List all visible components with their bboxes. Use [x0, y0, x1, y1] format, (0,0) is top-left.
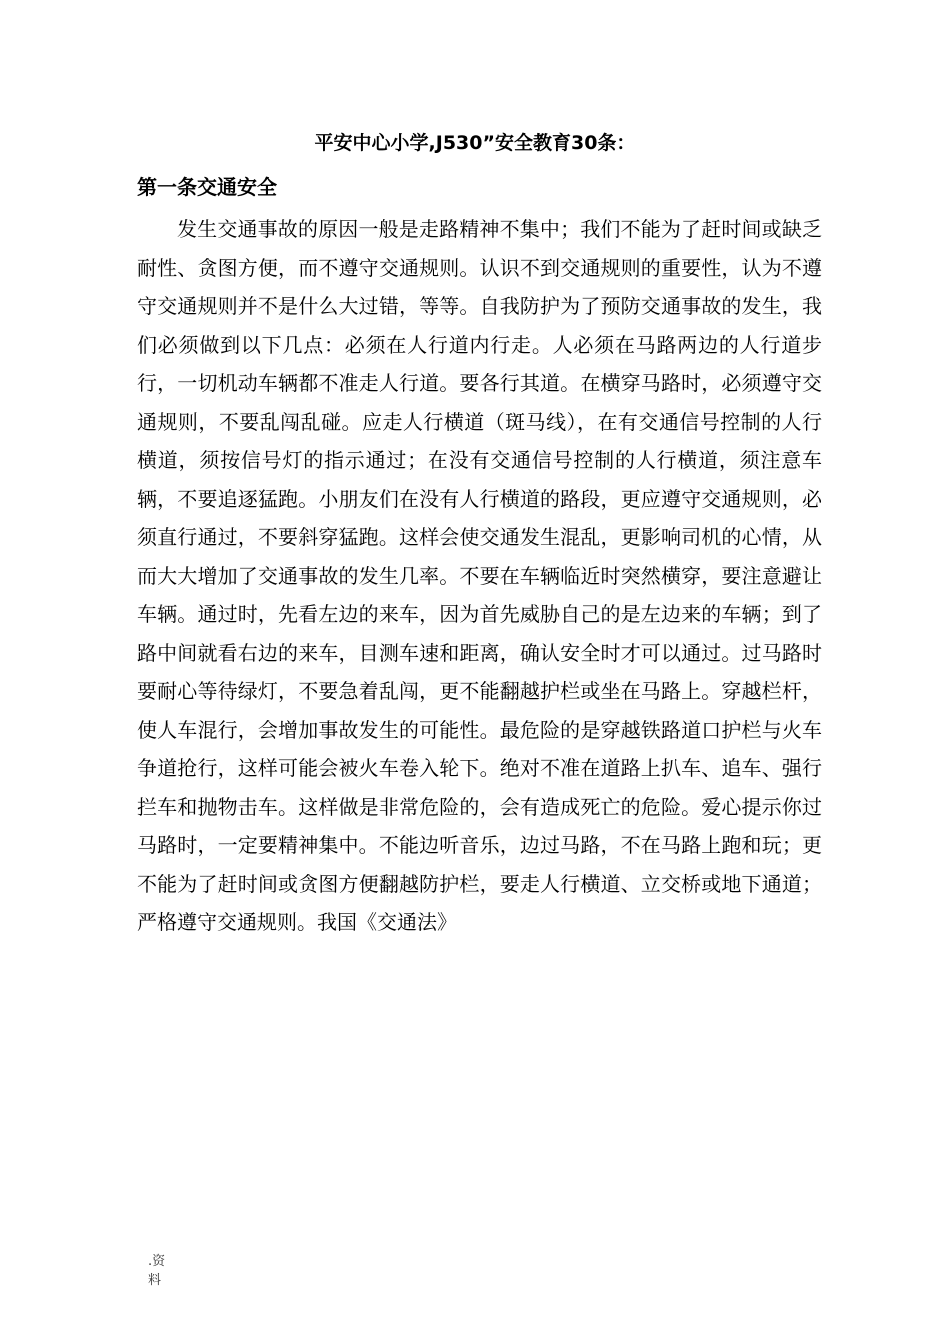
body-paragraph: 发生交通事故的原因一般是走路精神不集中；我们不能为了赶时间或缺乏耐性、贪图方便，而不遵守交通规则。认识不到交通规则的重要性，认为不遵守交通规则并不是什么大过错，等等。自我防护为了预防交通事故的发生，我们必须做到以下几点：必须在人行道内行走。人必须在马路两边的人行道步行，一切机动车辆都不准走人行道。要各行其道。在横穿马路时，必须遵守交通规则，不要乱闯乱碰。应走人行横道（斑马线），在有交通信号控制的人行横道，须按信号灯的指示通过；在没有交通信号控制的人行横道，须注意车辆，不要追逐猛跑。小朋友们在没有人行横道的路段，更应遵守交通规则，必须直行通过，不要斜穿猛跑。这样会使交通发生混乱，更影响司机的心情，从而大大增加了交通事故的发生几率。不要在车辆临近时突然横穿，要注意避让车辆。通过时，先看左边的来车，因为首先威胁自己的是左边来的车辆；到了路中间就看右边的来车，目测车速和距离，确认安全时才可以通过。过马路时要耐心等待绿灯，不要急着乱闯，更不能翻越护栏或坐在马路上。穿越栏杆，使人车混行，会增加事故发生的可能性。最危险的是穿越铁路道口护栏与火车争道抢行，这样可能会被火车卷入轮下。绝对不准在道路上扒车、追车、强行拦车和抛物击车。这样做是非常危险的，会有造成死亡的危险。爱心提示你过马路时，一定要精神集中。不能边听音乐，边过马路，不在马路上跑和玩；更不能为了赶时间或贪图方便翻越防护栏，要走人行横道、立交桥或地下通道；严格遵守交通规则。我国《交通法》	[137, 217, 822, 934]
document-title: 平安中心小学,J530”安全教育30条：	[314, 132, 636, 154]
section-heading: 第一条交通安全	[137, 175, 277, 199]
footer-note: .资料	[148, 1254, 166, 1288]
